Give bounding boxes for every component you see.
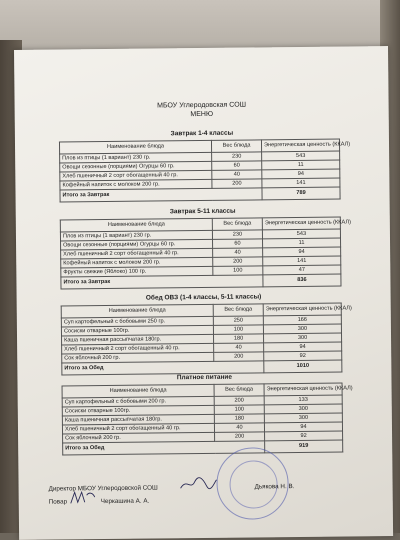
dish-energy: 11: [262, 160, 340, 170]
director-label: Директор МБОУ Углеродовской СОШ: [48, 484, 158, 493]
dish-name: Каша пшеничная рассыпчатая 180гр.: [62, 334, 214, 345]
total-row: [63, 440, 343, 455]
dish-energy: 47: [263, 265, 341, 275]
dish-weight: 250: [213, 316, 263, 326]
column-header-weight: Вес блюда: [213, 304, 263, 317]
dish-weight: 100: [213, 266, 263, 276]
menu-document: [14, 46, 393, 540]
dish-energy: 133: [264, 395, 342, 405]
dish-energy: 94: [263, 247, 341, 257]
dish-energy: 11: [263, 238, 341, 248]
column-header-energy: Энергетическая ценность (ККАЛ): [263, 303, 341, 316]
dish-weight: 180: [214, 414, 264, 424]
total-label: Итого за Завтрак: [61, 275, 263, 289]
dish-weight: 40: [214, 343, 264, 353]
dish-name: Овощи сезонные (порциями) Огурцы 60 гр.: [61, 239, 213, 250]
dish-name: Хлеб пшеничный 2 сорт обогащенный 40 гр.: [61, 248, 213, 259]
dish-weight: 40: [213, 248, 263, 258]
column-header-weight: Вес блюда: [214, 384, 264, 397]
dish-name: Плов из птицы (1 вариант) 230 гр.: [60, 152, 212, 163]
section-title-breakfast-1-4: Завтрак 1-4 классы: [170, 129, 234, 138]
dish-name: Каша пшеничная рассыпчатая 180гр.: [62, 414, 214, 425]
dish-weight: 60: [212, 161, 262, 171]
dish-weight: 200: [214, 352, 264, 362]
total-value: 919: [265, 440, 343, 453]
school-name: МБОУ Углеродовская СОШ: [157, 101, 247, 110]
dish-name: Хлеб пшеничный 2 сорт обогащенный 40 гр.: [60, 170, 212, 181]
column-header-weight: Вес блюда: [211, 140, 261, 153]
dish-energy: 141: [262, 178, 340, 188]
total-row: [61, 274, 341, 289]
total-label: Итого за Завтрак: [60, 188, 262, 202]
dish-energy: 543: [262, 229, 340, 239]
total-label: Итого за Обед: [63, 441, 265, 455]
dish-energy: 166: [263, 315, 341, 325]
dish-name: Хлеб пшеничный 2 сорт обогащенный 40 гр.: [62, 423, 214, 434]
dish-energy: 141: [263, 256, 341, 266]
dish-name: Фрукты свежие (Яблоко) 100 гр.: [61, 266, 213, 277]
dish-name: Сок яблочный 200 гр.: [62, 352, 214, 363]
dish-weight: 230: [212, 230, 262, 240]
dish-weight: 200: [212, 179, 262, 189]
dish-name: Суп картофельный с бобовыми 200 гр.: [62, 396, 214, 407]
document-title: МЕНЮ: [190, 110, 214, 119]
column-header-energy: Энергетическая ценность (ККАЛ): [261, 139, 339, 152]
total-value: 789: [262, 187, 340, 200]
column-header-name: Наименование блюда: [59, 140, 211, 154]
dish-energy: 94: [262, 169, 340, 179]
dish-weight: 230: [212, 152, 262, 162]
dish-energy: 300: [264, 404, 342, 414]
total-value: 836: [263, 274, 341, 287]
total-row: [60, 187, 340, 202]
dish-weight: 60: [213, 239, 263, 249]
dish-name: Суп картофельный с бобовыми 250 гр.: [61, 316, 213, 327]
column-header-weight: Вес блюда: [212, 218, 262, 231]
table-lunch-ovz: [61, 303, 352, 376]
dish-name: Плов из птицы (1 вариант) 230 гр.: [60, 230, 212, 241]
dish-weight: 200: [213, 257, 263, 267]
dish-energy: 300: [264, 413, 342, 423]
dish-energy: 300: [263, 324, 341, 334]
dish-weight: 100: [214, 405, 264, 415]
column-header-name: Наименование блюда: [61, 304, 213, 318]
dish-energy: 92: [265, 431, 343, 441]
director-name: Дьякова Н. В.: [254, 483, 295, 491]
dish-energy: 94: [264, 342, 342, 352]
table-breakfast-5-11: [60, 217, 351, 290]
dish-weight: 40: [214, 423, 264, 433]
dish-energy: 300: [263, 333, 341, 343]
cook-signature: [69, 489, 97, 505]
dish-name: Овощи сезонные (порциями) Огурцы 60 гр.: [60, 161, 212, 172]
column-header-name: Наименование блюда: [62, 384, 214, 398]
column-header-energy: Энергетическая ценность (ККАЛ): [264, 383, 342, 396]
dish-name: Хлеб пшеничный 2 сорт обогащенный 40 гр.: [62, 343, 214, 354]
column-header-energy: Энергетическая ценность (ККАЛ): [262, 217, 340, 230]
total-value: 1010: [264, 360, 342, 373]
dish-name: Кофейный напиток с молоком 200 гр.: [60, 179, 212, 190]
dish-name: Сок яблочный 200 гр.: [63, 432, 215, 443]
dish-weight: 40: [212, 170, 262, 180]
dish-weight: 200: [214, 396, 264, 406]
cook-name: Черкашина А. А.: [100, 497, 150, 506]
dish-energy: 543: [262, 151, 340, 161]
dish-energy: 94: [264, 422, 342, 432]
cook-label: Повар: [48, 498, 68, 506]
dish-weight: 200: [215, 432, 265, 442]
dish-name: Сосиски отварные 100гр.: [61, 325, 213, 336]
column-header-name: Наименование блюда: [60, 218, 212, 232]
section-title-paid-meals: Платное питание: [176, 373, 233, 382]
dish-weight: 100: [213, 325, 263, 335]
table-paid-meals: [62, 383, 353, 456]
total-label: Итого за Обед: [62, 361, 264, 375]
dish-name: Сосиски отварные 100гр.: [62, 405, 214, 416]
dish-weight: 180: [213, 334, 263, 344]
section-title-lunch-ovz: Обед ОВЗ (1-4 классы, 5-11 классы): [145, 293, 262, 302]
dish-energy: 92: [264, 351, 342, 361]
table-breakfast-1-4: [59, 139, 351, 203]
director-signature: [178, 476, 218, 492]
dish-name: Кофейный напиток с молоком 200 гр.: [61, 257, 213, 268]
section-title-breakfast-5-11: Завтрак 5-11 классы: [169, 207, 236, 216]
